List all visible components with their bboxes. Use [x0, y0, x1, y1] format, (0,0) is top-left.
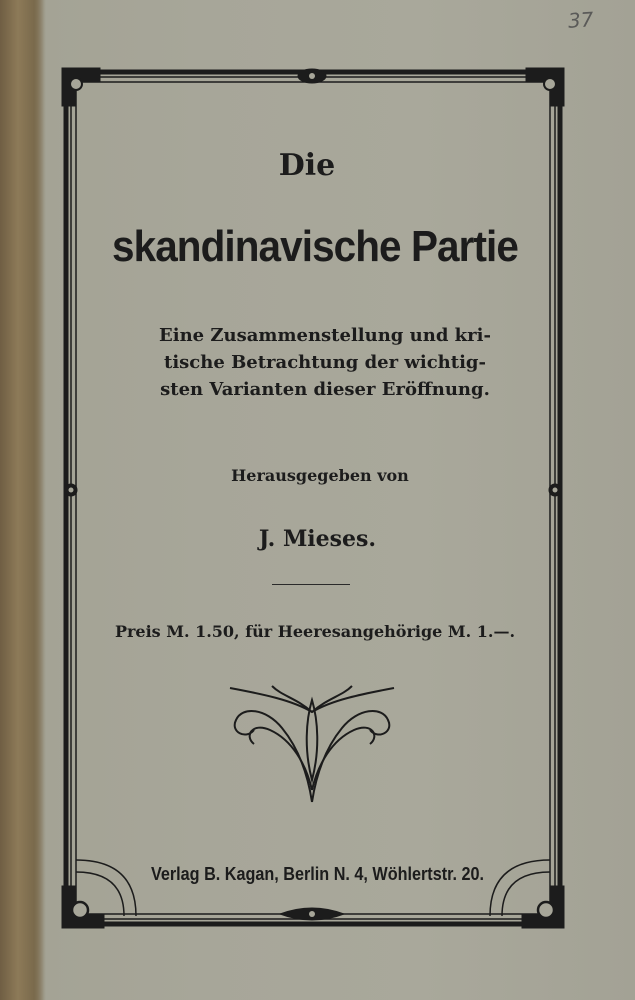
- author-name: J. Mieses.: [258, 526, 377, 552]
- price-line: Preis M. 1.50, für Heeresangehörige M. 1.—.: [114, 622, 516, 641]
- title-die: Die: [278, 148, 336, 183]
- scroll-vignette-icon: [222, 680, 402, 806]
- publisher-line: Verlag B. Kagan, Berlin N. 4, Wöhlertstr. 20.: [150, 864, 485, 884]
- divider: [272, 584, 350, 585]
- editor-label: Herausgegeben von: [231, 466, 409, 485]
- subtitle-line: Eine Zusammenstellung und kri-: [159, 325, 491, 346]
- subtitle-line: sten Varianten dieser Eröffnung.: [160, 379, 490, 400]
- pencil-note: 37: [567, 7, 595, 33]
- main-title: skandinavische Partie: [112, 222, 518, 271]
- subtitle-line: tische Betrachtung der wichtig-: [164, 352, 486, 373]
- subtitle: [120, 322, 530, 403]
